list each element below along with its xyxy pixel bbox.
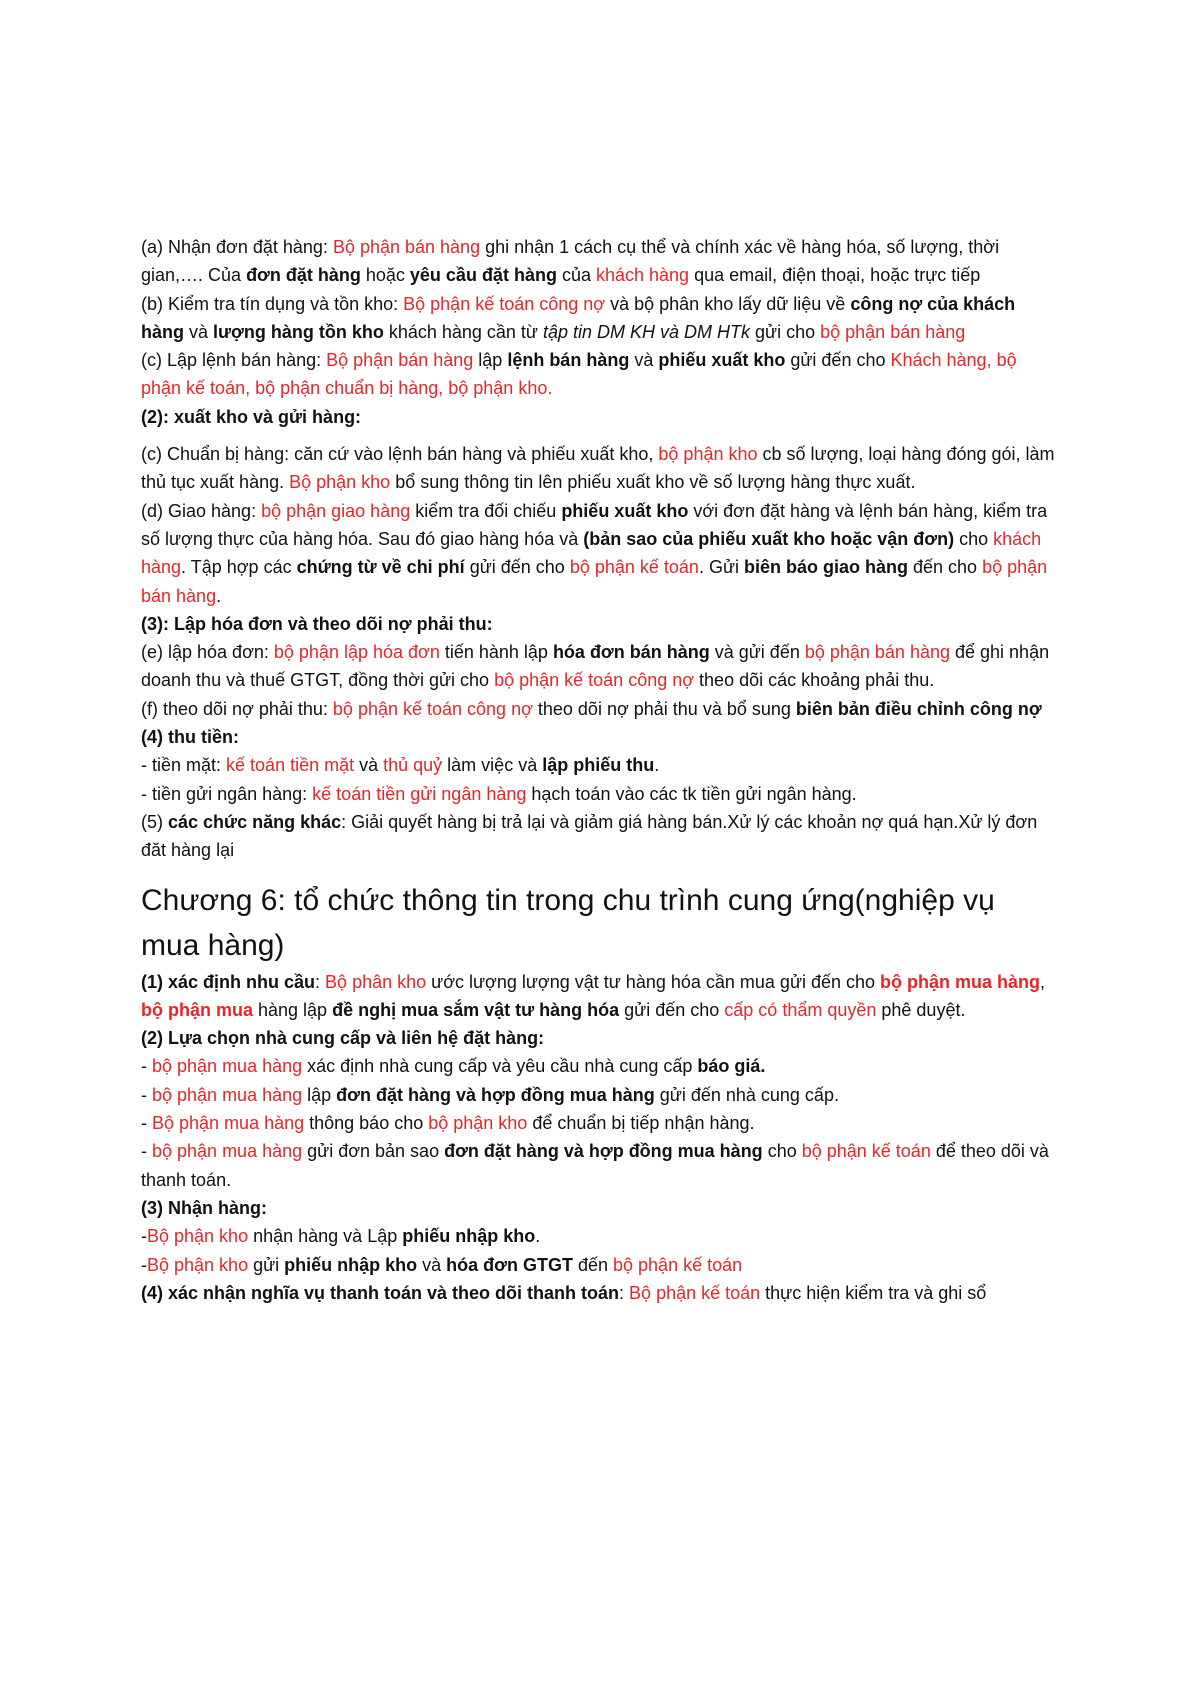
document-page [141,233,1059,1307]
other-functions-paragraph: (5) các chức năng khác: Giải quyết hàng bị trả lại và giảm giá hàng bán.Xử lý các khoản nợ quá hạn.Xử lý đơn đăt hàng lại [141,811,1038,861]
prepare-goods-paragraph: (c) Chuẩn bị hàng: căn cứ vào lệnh bán hàng và phiếu xuất kho, bộ phận kho cb số lượng, loại hàng đóng gói, làm thủ tục xuất hàng. Bộ phận kho bổ sung thông tin lên phiếu xuất kho về số lượng hàng thực xuất. [141,444,1055,493]
section-3-heading: (3): Lập hóa đơn và theo dõi nợ phải thu: [141,613,493,634]
purchase-section-2-heading: (2) Lựa chọn nhà cung cấp và liên hệ đặt hàng: [141,1028,545,1049]
list-item: - bộ phận mua hàng xác định nhà cung cấp và yêu cầu nhà cung cấp báo giá. [141,1056,766,1077]
cash-line: - tiền mặt: kế toán tiền mặt và thủ quỷ làm việc và lập phiếu thu. [141,755,660,776]
receive-line: -Bộ phận kho nhận hàng và Lập phiếu nhập kho. [141,1226,541,1247]
list-item: - bộ phận mua hàng gửi đơn bản sao đơn đặt hàng và hợp đồng mua hàng cho bộ phận kế toán để theo dõi và thanh toán. [141,1141,1049,1190]
purchase-step-1-paragraph: (1) xác định nhu cầu: Bộ phân kho ước lượng lượng vật tư hàng hóa cần mua gửi đến cho bộ phận mua hàng, bộ phận mua hàng lập đề nghị mua sắm vật tư hàng hóa gửi đến cho cấp có thẩm quyền phê duyệt. [141,971,1046,1020]
step-d-paragraph: (d) Giao hàng: bộ phận giao hàng kiểm tra đối chiếu phiếu xuất kho với đơn đặt hàng và lệnh bán hàng, kiểm tra số lượng thực của hàng hóa. Sau đó giao hàng hóa và (bản sao của phiếu xuất kho hoặc vận đơn) cho khách hàng. Tập hợp các chứng từ về chi phí gửi đến cho bộ phận kế toán. Gửi biên báo giao hàng đến cho bộ phận bán hàng. [141,500,1048,606]
section-2-heading: (2): xuất kho và gửi hàng: [141,406,362,427]
step-c-paragraph: (c) Lập lệnh bán hàng: Bộ phận bán hàng lập lệnh bán hàng và phiếu xuất kho gửi đến cho Khách hàng, bộ phận kế toán, bộ phận chuẩn bị hàng, bộ phận kho. [141,350,1017,399]
step-a-paragraph: (a) Nhận đơn đặt hàng: Bộ phận bán hàng ghi nhận 1 cách cụ thể và chính xác về hàng hóa, số lượng, thời gian,…. Của đơn đặt hàng hoặc yêu cầu đặt hàng của khách hàng qua email, điện thoại, hoặc trực tiếp [141,237,1000,286]
receive-line: -Bộ phận kho gửi phiếu nhập kho và hóa đơn GTGT đến bộ phận kế toán [141,1254,743,1275]
list-item: - Bộ phận mua hàng thông báo cho bộ phận kho để chuẩn bị tiếp nhận hàng. [141,1113,755,1134]
purchase-step-4-paragraph: (4) xác nhận nghĩa vụ thanh toán và theo dõi thanh toán: Bộ phận kế toán thực hiện kiểm tra và ghi sổ [141,1282,987,1303]
section-4-heading: (4) thu tiền: [141,727,239,748]
purchase-section-3-heading: (3) Nhận hàng: [141,1197,267,1218]
step-e-paragraph: (e) lập hóa đơn: bộ phận lập hóa đơn tiến hành lập hóa đơn bán hàng và gửi đến bộ phận bán hàng để ghi nhận doanh thu và thuế GTGT, đồng thời gửi cho bộ phận kế toán công nợ theo dõi các khoảng phải thu. [141,642,1050,691]
chapter-6-title: Chương 6: tổ chức thông tin trong chu trình cung ứng(nghiệp vụ mua hàng) [141,883,995,962]
bank-line: - tiền gửi ngân hàng: kế toán tiền gửi ngân hàng hạch toán vào các tk tiền gửi ngân hàng. [141,783,857,804]
list-item: - bộ phận mua hàng lập đơn đặt hàng và hợp đồng mua hàng gửi đến nhà cung cấp. [141,1084,839,1105]
step-b-paragraph: (b) Kiểm tra tín dụng và tồn kho: Bộ phận kế toán công nợ và bộ phân kho lấy dữ liệu về công nợ của khách hàng và lượng hàng tồn kho khách hàng cần từ tập tin DM KH và DM HTk gửi cho bộ phận bán hàng [141,293,1016,342]
step-f-paragraph: (f) theo dõi nợ phải thu: bộ phận kế toán công nợ theo dõi nợ phải thu và bổ sung biên bản điều chỉnh công nợ [141,698,1042,719]
